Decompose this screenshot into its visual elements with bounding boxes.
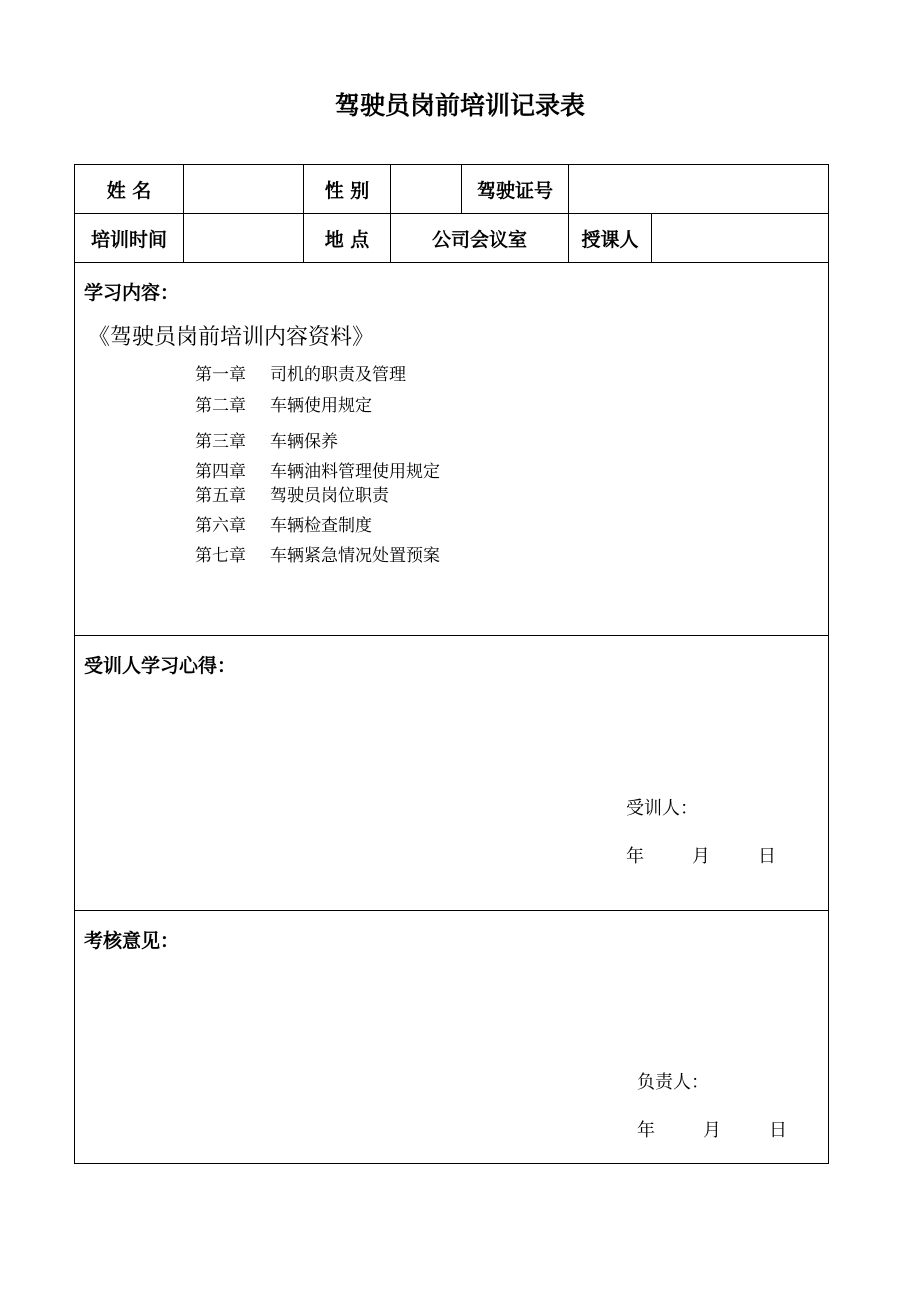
chapter-number: 第一章 [195,365,246,385]
study-content-row [75,263,829,636]
chapter-number: 第六章 [195,516,246,536]
supervisor-date [637,1116,787,1142]
chapter-title: 驾驶员岗位职责 [270,486,389,506]
chapter-title: 司机的职责及管理 [270,365,406,385]
experience-row [75,636,829,911]
chapter-item [195,511,372,536]
trainee-date [626,842,776,868]
study-content-heading: 学习内容： [84,282,180,304]
training-record-table [74,164,829,1164]
chapter-title: 车辆紧急情况处置预案 [270,546,440,566]
page-title: 驾驶员岗前培训记录表 [334,91,585,120]
chapter-title: 车辆油料管理使用规定 [270,462,440,482]
lecturer-field[interactable] [652,214,829,263]
place-value: 公司会议室 [391,214,569,263]
day-label: 日 [758,846,776,867]
experience-heading: 受训人学习心得： [84,655,237,677]
place-label: 地 点 [304,214,391,263]
study-content-cell [75,263,829,636]
license-label: 驾驶证号 [462,165,569,214]
year-label: 年 [637,1120,655,1141]
chapter-item [195,391,372,416]
chapter-number: 第七章 [195,546,246,566]
lecturer-label: 授课人 [569,214,652,263]
training-time-label: 培训时间 [75,214,184,263]
chapter-number: 第二章 [195,396,246,416]
year-label: 年 [626,846,644,867]
chapter-title: 车辆使用规定 [270,396,372,416]
chapter-item [195,360,406,385]
trainee-signature-label: 受训人： [626,798,698,819]
experience-cell[interactable] [75,636,829,911]
chapter-title: 车辆检查制度 [270,516,372,536]
study-doc-title: 《驾驶员岗前培训内容资料》 [88,325,375,350]
day-label: 日 [769,1120,787,1141]
chapter-number: 第三章 [195,432,246,452]
name-field[interactable] [184,165,304,214]
training-time-field[interactable] [184,214,304,263]
chapter-item [195,481,389,506]
gender-field[interactable] [391,165,462,214]
table-row [75,165,829,214]
chapter-number: 第四章 [195,462,246,482]
table-row [75,214,829,263]
chapter-item [195,427,338,452]
chapter-item [195,541,440,566]
assessment-cell[interactable] [75,911,829,1164]
assessment-row [75,911,829,1164]
name-label: 姓 名 [75,165,184,214]
month-label: 月 [703,1120,721,1141]
supervisor-signature-label: 负责人： [637,1072,709,1093]
assessment-heading: 考核意见： [84,930,180,952]
gender-label: 性 别 [304,165,391,214]
chapter-number: 第五章 [195,486,246,506]
chapter-item [195,457,440,482]
month-label: 月 [692,846,710,867]
license-field[interactable] [569,165,829,214]
chapter-title: 车辆保养 [270,432,338,452]
